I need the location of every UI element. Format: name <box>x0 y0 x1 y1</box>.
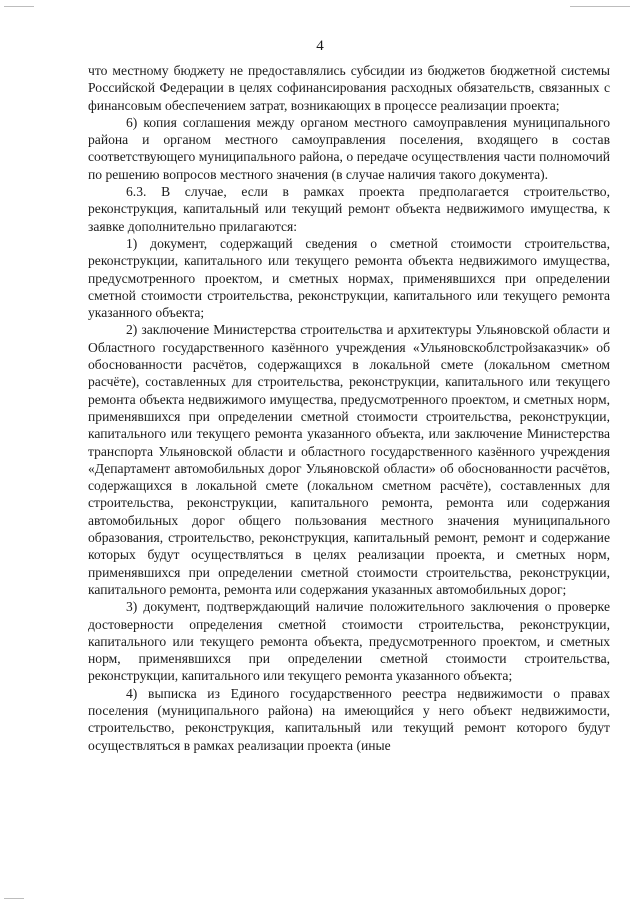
document-body <box>88 62 610 754</box>
page-number: 4 <box>316 38 324 54</box>
paragraph: 6) копия соглашения между органом местного самоуправления муниципального района и органом местного самоуправления поселения, входящего в состав соответствующего муниципального района, о передаче осуществления части полномочий по решению вопросов местного значения (в случае наличия такого документа). <box>88 114 610 182</box>
scan-edge-mark <box>4 6 34 7</box>
paragraph: 3) документ, подтверждающий наличие положительного заключения о проверке достоверности определения сметной стоимости строительства, реконструкции, капитального или текущего ремонта объекта, предусмотренного проектом, и сметных норм, применявшихся при определении сметной стоимости строительства, реконструкции, капитального или текущего ремонта указанного объекта; <box>88 599 610 684</box>
paragraph: 6.3. В случае, если в рамках проекта предполагается строительство, реконструкция, капитальный или текущий ремонт объекта недвижимого имущества, к заявке дополнительно прилагаются: <box>88 184 610 234</box>
paragraph: 2) заключение Министерства строительства и архитектуры Ульяновской области и Областного государственного казённого учреждения «Ульяновскоблстройзаказчик» об обоснованности расчётов, содержащихся в локальной смете (локальном сметном расчёте), составленных для строительства, реконструкции, капитального или текущего ремонта объекта недвижимого имущества, предусмотренного проектом, и сметных норм, применявшихся при определении сметной стоимости строительства, реконструкции, капитального или текущего ремонта указанного объекта, или заключение Министерства транспорта Ульяновской области и областного государственного казённого учреждения «Департамент автомобильных дорог Ульяновской области» об обоснованности расчётов, содержащихся в локальной смете (локальном сметном расчёте), составленных для строительства, реконструкции, капитального ремонта, ремонта или содержания автомобильных дорог общего пользования местного значения муниципального образования, строительство, реконструкция, капитальный ремонт, ремонт и содержание которых будут осуществляться в целях реализации проекта, и сметных норм, применявшихся при определении сметной стоимости строительства, реконструкции, капитального ремонта, ремонта или содержания указанных автомобильных дорог; <box>88 322 610 597</box>
paragraph: 1) документ, содержащий сведения о сметной стоимости строительства, реконструкции, капитального или текущего ремонта объекта недвижимого имущества, предусмотренного проектом, и сметных нормах, применявшихся при определении сметной стоимости строительства, реконструкции, капитального или текущего ремонта указанного объекта; <box>88 235 610 321</box>
scan-edge-mark <box>570 6 630 7</box>
paragraph: 4) выписка из Единого государственного реестра недвижимости о правах поселения (муниципального района) на имеющийся у него объект недвижимости, строительство, реконструкция, капитальный или текущий ремонт которого будут осуществляться в рамках реализации проекта (иные <box>88 685 610 753</box>
scan-edge-mark <box>4 898 24 899</box>
paragraph: что местному бюджету не предоставлялись субсидии из бюджетов бюджетной системы Российской Федерации в целях софинансирования расходных обязательств, связанных с финансовым обеспечением затрат, возникающих в процессе реализации проекта; <box>88 63 610 113</box>
